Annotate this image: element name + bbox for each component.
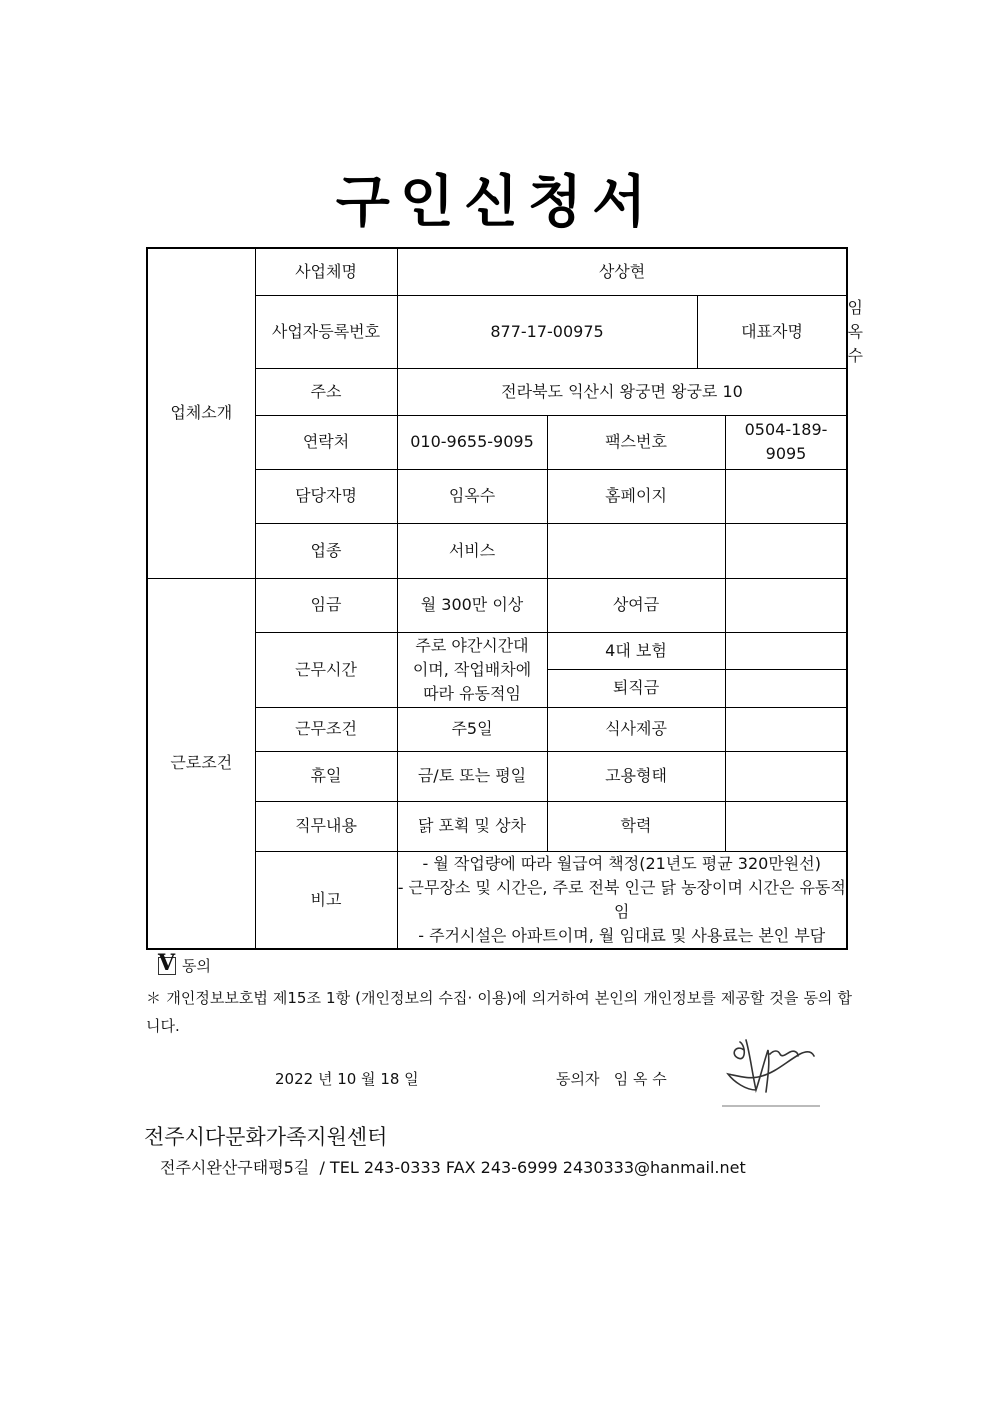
consent-statement: ＊ 개인정보보호법 제15조 1항 (개인정보의 수집· 이용)에 의거하여 본인의 개인정보를 제공할 것을 동의 합니다. xyxy=(146,989,852,1035)
industry-value: 서비스 xyxy=(397,523,547,578)
business-name-value: 상상현 xyxy=(397,248,847,295)
bonus-value xyxy=(725,578,847,632)
reg-no-label: 사업자등록번호 xyxy=(255,295,397,368)
consent-label: 동의 xyxy=(182,957,211,975)
center-contact-info: 전주시완산구태평5길 / TEL 243-0333 FAX 243-6999 2430333@hanmail.net xyxy=(160,1158,746,1177)
insurance-value xyxy=(725,632,847,669)
address-label: 주소 xyxy=(255,368,397,415)
remarks-label: 비고 xyxy=(255,851,397,949)
meal-value xyxy=(725,707,847,751)
industry-empty-cell xyxy=(547,523,725,578)
work-condition-label: 근무조건 xyxy=(255,707,397,751)
consent-section xyxy=(146,949,852,1040)
work-condition-value: 주5일 xyxy=(397,707,547,751)
wage-label: 임금 xyxy=(255,578,397,632)
employment-label: 고용형태 xyxy=(547,751,725,801)
severance-label: 퇴직금 xyxy=(547,669,725,707)
address-value: 전라북도 익산시 왕궁면 왕궁로 10 xyxy=(397,368,847,415)
hours-value xyxy=(397,632,547,707)
consent-date: 2022 년 10 월 18 일 xyxy=(275,1070,419,1088)
holiday-value: 금/토 또는 평일 xyxy=(397,751,547,801)
business-name-label: 사업체명 xyxy=(255,248,397,295)
duty-value: 닭 포획 및 상차 xyxy=(397,801,547,851)
consenter-name: 동의자 임 옥 수 xyxy=(556,1070,667,1088)
consent-check-line xyxy=(146,949,852,976)
hours-label: 근무시간 xyxy=(255,632,397,707)
manager-value: 임옥수 xyxy=(397,469,547,523)
center-name: 전주시다문화가족지원센터 xyxy=(144,1125,388,1149)
remarks-line-1: - 월 작업량에 따라 월급여 책정(21년도 평균 320만원선) xyxy=(422,853,821,873)
ceo-label: 대표자명 xyxy=(697,295,847,368)
remarks-line-2: - 근무장소 및 시간은, 주로 전북 인근 닭 농장이며 시간은 유동적임 xyxy=(397,877,846,921)
hours-line-2: 이며, 작업배차에 xyxy=(412,659,532,679)
signature-image xyxy=(716,1032,826,1112)
homepage-value xyxy=(725,469,847,523)
phone-value: 010-9655-9095 xyxy=(397,415,547,469)
insurance-label: 4대 보험 xyxy=(547,632,725,669)
consent-checkbox[interactable] xyxy=(158,949,176,976)
job-request-form: 업체소개 사업체명 상상현 사업자등록번호 877-17-00975 대표자명 임옥수 주소 전라북도 익산시 왕궁면 왕궁로 10 연락처 010-9655-9095 팩스번호 0504-189-9095 담당자명 임옥수 홈페이지 업종 서비스 근로조건 임금 월 300만 이상 상여금 근무시간 주로 야간시간대 이며, 작업배차에 따라 유동적임 4대 보험 퇴직금 근무조건 주5일 식사제공 휴일 금/토 또는 평일 고용형태 직무내용 닭 포획 및 상차 학력 비고 - 월 작업량에 따라 월급여 책정(21년도 평균 320만원선) - 근무장소 및 시간은, 주로 전북 인근 닭 농장이며 시간은 유동적임 - 주거시설은 아파트이며, 월 임대료 및 사용료는 본인 부담 xyxy=(146,247,848,950)
phone-label: 연락처 xyxy=(255,415,397,469)
industry-label: 업종 xyxy=(255,523,397,578)
education-value xyxy=(725,801,847,851)
homepage-label: 홈페이지 xyxy=(547,469,725,523)
manager-label: 담당자명 xyxy=(255,469,397,523)
fax-label: 팩스번호 xyxy=(547,415,725,469)
reg-no-value: 877-17-00975 xyxy=(397,295,697,368)
education-label: 학력 xyxy=(547,801,725,851)
section-company: 업체소개 xyxy=(147,248,255,578)
hours-line-3: 따라 유동적임 xyxy=(423,683,521,703)
severance-value xyxy=(725,669,847,707)
holiday-label: 휴일 xyxy=(255,751,397,801)
industry-empty-cell-2 xyxy=(725,523,847,578)
remarks-line-3: - 주거시설은 아파트이며, 월 임대료 및 사용료는 본인 부담 xyxy=(418,925,826,945)
hours-line-1: 주로 야간시간대 xyxy=(415,635,529,655)
bonus-label: 상여금 xyxy=(547,578,725,632)
employment-value xyxy=(725,751,847,801)
remarks-content xyxy=(397,851,847,949)
meal-label: 식사제공 xyxy=(547,707,725,751)
fax-value: 0504-189-9095 xyxy=(725,415,847,469)
duty-label: 직무내용 xyxy=(255,801,397,851)
document-title: 구인신청서 xyxy=(335,169,657,235)
section-conditions: 근로조건 xyxy=(147,578,255,949)
wage-value: 월 300만 이상 xyxy=(397,578,547,632)
check-icon: V xyxy=(158,949,176,976)
